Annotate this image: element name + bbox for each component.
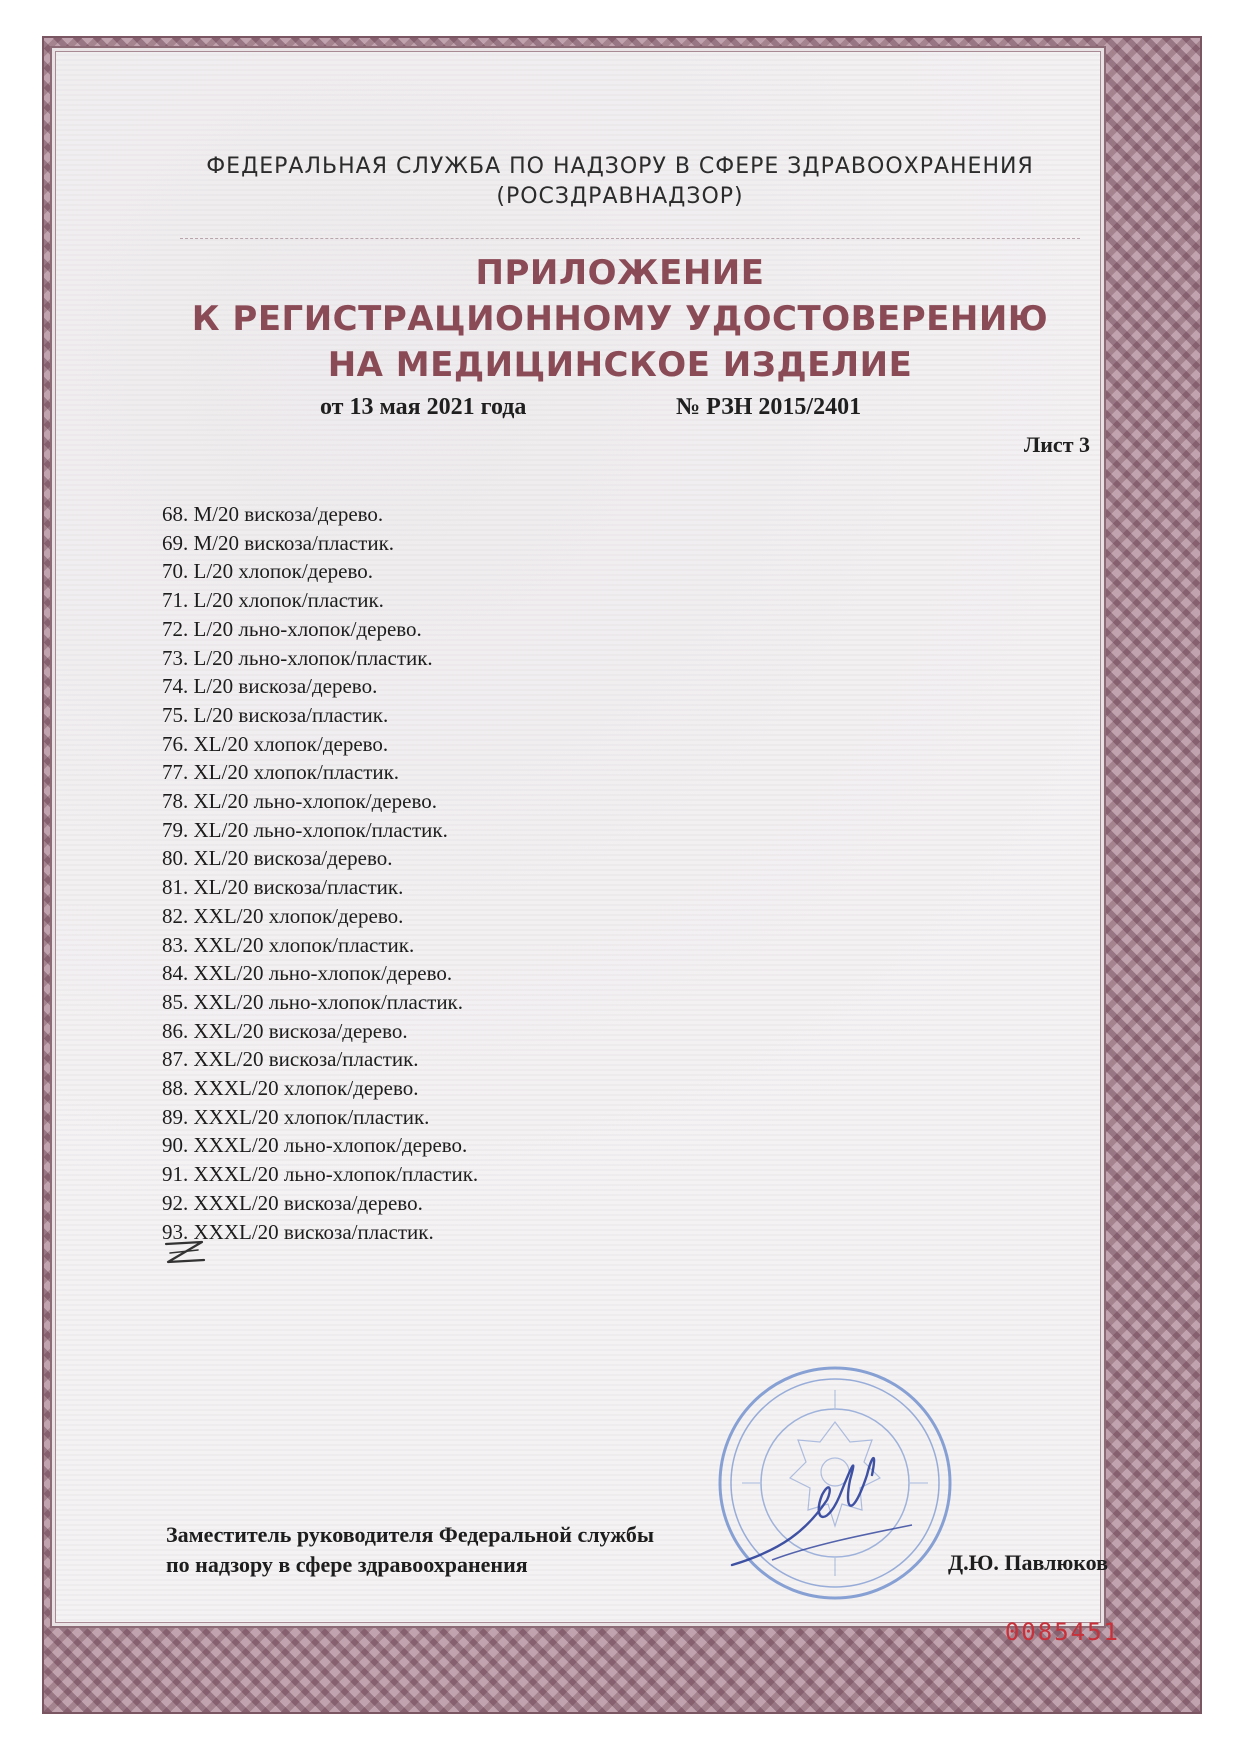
signatory-position-line-1: Заместитель руководителя Федеральной службы	[166, 1522, 655, 1547]
list-item: 72. L/20 льно-хлопок/дерево.	[162, 616, 422, 641]
official-seal-icon	[712, 1360, 958, 1606]
list-item: 68. M/20 вискоза/дерево.	[162, 502, 384, 526]
list-item: 87. XXL/20 вискоза/пластик.	[162, 1047, 419, 1072]
list-item: 89. XXXL/20 хлопок/пластик.	[162, 1104, 430, 1129]
agency-name: ФЕДЕРАЛЬНАЯ СЛУЖБА ПО НАДЗОРУ В СФЕРЕ ЗДРАВООХРАНЕНИЯ	[206, 154, 1034, 179]
list-item: 90. XXXL/20 льно-хлопок/дерево.	[162, 1133, 468, 1158]
title-line-2: К РЕГИСТРАЦИОННОМУ УДОСТОВЕРЕНИЮ	[191, 299, 1049, 339]
list-item: 83. XXL/20 хлопок/пластик.	[162, 932, 415, 957]
registration-number: № РЗН 2015/2401	[676, 394, 862, 420]
list-item: 84. XXL/20 льно-хлопок/дерево.	[162, 961, 453, 986]
list-item: 74. L/20 вискоза/дерево.	[162, 674, 378, 699]
list-item: 80. XL/20 вискоза/дерево.	[162, 846, 393, 871]
list-item: 76. XL/20 хлопок/дерево.	[162, 731, 389, 756]
title-line-1: ПРИЛОЖЕНИЕ	[475, 253, 765, 293]
list-item: 70. L/20 хлопок/дерево.	[162, 559, 374, 584]
agency-abbreviation: (РОСЗДРАВНАДЗОР)	[496, 184, 744, 209]
list-item: 73. L/20 льно-хлопок/пластик.	[162, 645, 433, 670]
list-item: 79. XL/20 льно-хлопок/пластик.	[162, 817, 448, 842]
list-item: 71. L/20 хлопок/пластик.	[162, 588, 384, 613]
signatory-name: Д.Ю. Павлюков	[948, 1550, 1108, 1575]
list-item: 85. XXL/20 льно-хлопок/пластик.	[162, 989, 464, 1014]
sheet-number: Лист 3	[1023, 432, 1090, 457]
list-item: 91. XXXL/20 льно-хлопок/пластик.	[162, 1162, 479, 1187]
document-title	[92, 250, 1148, 388]
list-item: 81. XL/20 вискоза/пластик.	[162, 875, 404, 900]
list-item: 86. XXL/20 вискоза/дерево.	[162, 1018, 408, 1043]
header-divider	[180, 238, 1080, 239]
agency-header	[92, 152, 1148, 212]
signatory-position	[166, 1520, 654, 1580]
serial-number: 0085451	[1004, 1618, 1120, 1646]
list-item: 75. L/20 вискоза/пластик.	[162, 702, 389, 727]
list-item: 78. XL/20 льно-хлопок/дерево.	[162, 789, 437, 814]
list-item: 82. XXL/20 хлопок/дерево.	[162, 903, 404, 928]
list-item: 88. XXXL/20 хлопок/дерево.	[162, 1076, 419, 1101]
list-item: 69. M/20 вискоза/пластик.	[162, 530, 395, 555]
document-date: от 13 мая 2021 года	[320, 394, 527, 420]
z-closing-mark-icon	[162, 1238, 208, 1268]
product-list	[162, 500, 478, 1246]
title-line-3: НА МЕДИЦИНСКОЕ ИЗДЕЛИЕ	[327, 345, 913, 385]
signatory-position-line-2: по надзору в сфере здравоохранения	[166, 1552, 528, 1577]
list-item: 92. XXXL/20 вискоза/дерево.	[162, 1190, 423, 1215]
list-item: 77. XL/20 хлопок/пластик.	[162, 760, 400, 785]
list-item: 93. XXXL/20 вискоза/пластик.	[162, 1219, 434, 1244]
